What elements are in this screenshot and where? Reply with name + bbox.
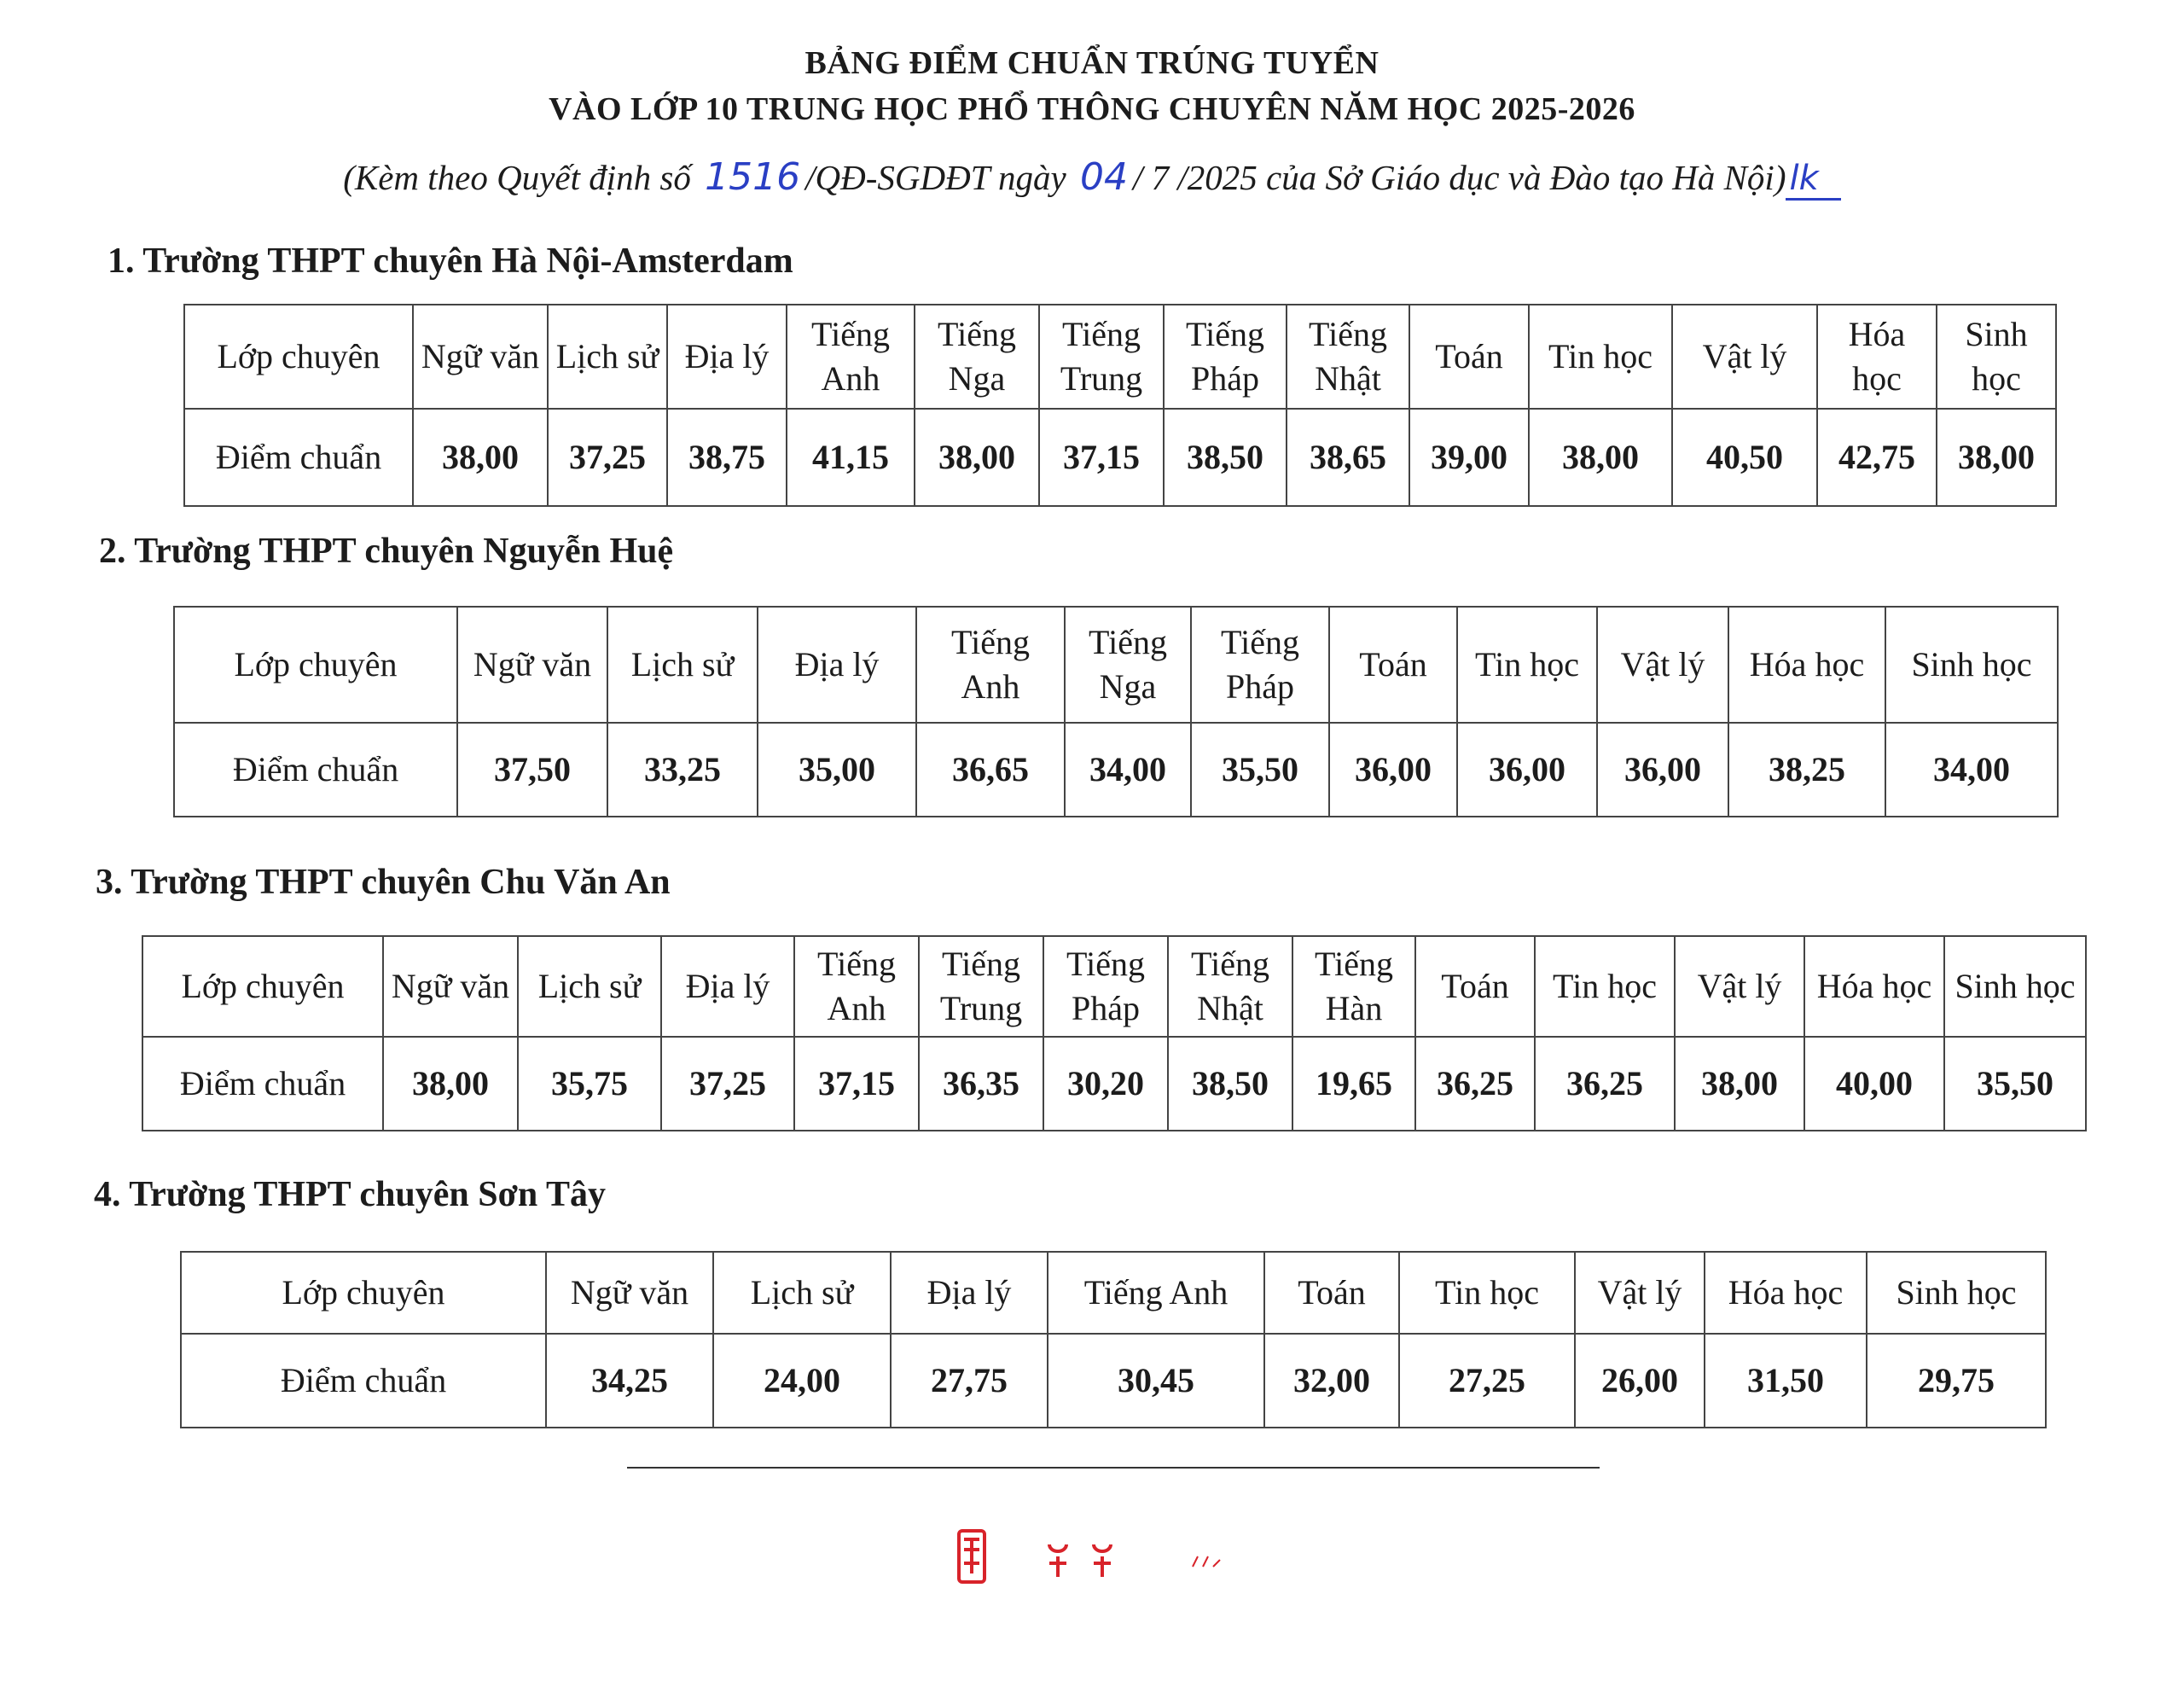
cutoff-score: 35,50: [1191, 723, 1329, 817]
subject-header: Tiếng Nga: [915, 305, 1039, 409]
cutoff-score: 36,00: [1329, 723, 1457, 817]
subject-header: Ngữ văn: [457, 607, 607, 723]
subject-header: Tiếng Hàn: [1292, 936, 1415, 1037]
score-row: [181, 1334, 2046, 1428]
subject-header: Tiếng Anh: [1048, 1252, 1264, 1334]
subject-header: Hóa học: [1728, 607, 1885, 723]
cutoff-score: 38,50: [1164, 409, 1287, 506]
cutoff-score: 37,15: [1039, 409, 1164, 506]
subject-header: Toán: [1264, 1252, 1399, 1334]
subject-header: Tiếng Pháp: [1164, 305, 1287, 409]
subject-header: Sinh học: [1944, 936, 2086, 1037]
subject-header: Tin học: [1457, 607, 1597, 723]
section-heading-2: 2. Trường THPT chuyên Nguyễn Huệ: [99, 532, 674, 571]
cutoff-score: 38,00: [1937, 409, 2056, 506]
subject-header: Lịch sử: [713, 1252, 891, 1334]
subject-header: Tin học: [1529, 305, 1672, 409]
handwritten-decision-number: 1516: [705, 155, 801, 199]
score-table-chu-van-an: [142, 935, 2087, 1131]
score-row: [184, 409, 2056, 506]
cutoff-score: 35,75: [518, 1037, 661, 1131]
row-label-score: Điểm chuẩn: [142, 1037, 383, 1131]
section-heading-4: 4. Trường THPT chuyên Sơn Tây: [94, 1175, 607, 1214]
handwritten-day: 04: [1079, 155, 1128, 199]
cutoff-score: 27,75: [891, 1334, 1048, 1428]
subject-header: Sinh học: [1885, 607, 2058, 723]
cutoff-score: 36,65: [916, 723, 1065, 817]
subject-header: Toán: [1329, 607, 1457, 723]
subject-header: Toán: [1409, 305, 1529, 409]
cutoff-score: 24,00: [713, 1334, 891, 1428]
cutoff-score: 35,50: [1944, 1037, 2086, 1131]
cutoff-score: 31,50: [1705, 1334, 1867, 1428]
subtitle-text-1: (Kèm theo Quyết định số: [343, 158, 691, 197]
subject-header: Tiếng Pháp: [1043, 936, 1168, 1037]
subject-header: Tiếng Anh: [787, 305, 915, 409]
cutoff-score: 38,75: [667, 409, 787, 506]
document-title-line1: BẢNG ĐIỂM CHUẨN TRÚNG TUYỂN: [804, 45, 1380, 81]
subject-header: Ngữ văn: [413, 305, 548, 409]
subject-row: [181, 1252, 2046, 1334]
subject-header: Tin học: [1399, 1252, 1575, 1334]
subject-header: Sinh học: [1867, 1252, 2046, 1334]
subject-header: Vật lý: [1575, 1252, 1705, 1334]
subject-header: Tiếng Nhật: [1168, 936, 1292, 1037]
subject-header: Tiếng Anh: [916, 607, 1065, 723]
cutoff-score: 34,25: [546, 1334, 713, 1428]
subject-header: Vật lý: [1675, 936, 1804, 1037]
cutoff-score: 39,00: [1409, 409, 1529, 506]
subject-header: Toán: [1415, 936, 1535, 1037]
cutoff-score: 35,00: [758, 723, 916, 817]
subject-row: [142, 936, 2086, 1037]
subject-header: Vật lý: [1672, 305, 1817, 409]
subject-header: Sinh học: [1937, 305, 2056, 409]
cutoff-score: 38,50: [1168, 1037, 1292, 1131]
subject-header: Lịch sử: [607, 607, 758, 723]
cutoff-score: 38,00: [1529, 409, 1672, 506]
subject-header: Vật lý: [1597, 607, 1728, 723]
score-table-hanoi-amsterdam: [183, 304, 2057, 507]
row-label-class: Lớp chuyên: [142, 936, 383, 1037]
seal-stamp-icon: [947, 1519, 1271, 1587]
cutoff-score: 37,50: [457, 723, 607, 817]
cutoff-score: 40,50: [1672, 409, 1817, 506]
cutoff-score: 19,65: [1292, 1037, 1415, 1131]
subtitle-text-3: / 7 /2025 của Sở Giáo dục và Đào tạo Hà Nội): [1132, 158, 1786, 197]
row-label-class: Lớp chuyên: [174, 607, 457, 723]
subject-header: Ngữ văn: [546, 1252, 713, 1334]
handwritten-initials: lk: [1786, 159, 1840, 201]
score-table-nguyen-hue: [173, 606, 2059, 817]
cutoff-score: 27,25: [1399, 1334, 1575, 1428]
section-heading-1: 1. Trường THPT chuyên Hà Nội-Amsterdam: [107, 241, 793, 281]
cutoff-score: 34,00: [1885, 723, 2058, 817]
row-label-score: Điểm chuẩn: [181, 1334, 546, 1428]
subject-header: Hóa học: [1804, 936, 1944, 1037]
cutoff-score: 33,25: [607, 723, 758, 817]
subject-header: Lịch sử: [548, 305, 667, 409]
subject-header: Lịch sử: [518, 936, 661, 1037]
cutoff-score: 38,00: [413, 409, 548, 506]
cutoff-score: 34,00: [1065, 723, 1191, 817]
subject-header: Tiếng Trung: [919, 936, 1043, 1037]
cutoff-score: 32,00: [1264, 1334, 1399, 1428]
score-row: [174, 723, 2058, 817]
subject-header: Tin học: [1535, 936, 1675, 1037]
cutoff-score: 38,00: [1675, 1037, 1804, 1131]
subject-header: Tiếng Pháp: [1191, 607, 1329, 723]
score-row: [142, 1037, 2086, 1131]
row-label-score: Điểm chuẩn: [184, 409, 413, 506]
cutoff-score: 36,25: [1535, 1037, 1675, 1131]
red-seal-partial: [947, 1519, 1271, 1587]
cutoff-score: 40,00: [1804, 1037, 1944, 1131]
cutoff-score: 38,00: [915, 409, 1039, 506]
cutoff-score: 41,15: [787, 409, 915, 506]
cutoff-score: 37,15: [794, 1037, 919, 1131]
cutoff-score: 26,00: [1575, 1334, 1705, 1428]
cutoff-score: 36,25: [1415, 1037, 1535, 1131]
cutoff-score: 36,00: [1597, 723, 1728, 817]
score-table-son-tay: [180, 1251, 2047, 1428]
subtitle-text-2: /QĐ-SGDĐT ngày: [805, 158, 1066, 197]
cutoff-score: 30,45: [1048, 1334, 1264, 1428]
document-subtitle: [0, 155, 2184, 199]
cutoff-score: 38,00: [383, 1037, 518, 1131]
row-label-class: Lớp chuyên: [181, 1252, 546, 1334]
cutoff-score: 38,65: [1287, 409, 1409, 506]
subject-header: Hóa học: [1817, 305, 1937, 409]
row-label-score: Điểm chuẩn: [174, 723, 457, 817]
bottom-divider: [627, 1467, 1600, 1469]
cutoff-score: 30,20: [1043, 1037, 1168, 1131]
cutoff-score: 37,25: [548, 409, 667, 506]
cutoff-score: 36,00: [1457, 723, 1597, 817]
subject-header: Tiếng Anh: [794, 936, 919, 1037]
cutoff-score: 29,75: [1867, 1334, 2046, 1428]
subject-header: Tiếng Trung: [1039, 305, 1164, 409]
subject-header: Địa lý: [891, 1252, 1048, 1334]
subject-header: Địa lý: [758, 607, 916, 723]
subject-header: Tiếng Nga: [1065, 607, 1191, 723]
cutoff-score: 42,75: [1817, 409, 1937, 506]
cutoff-score: 38,25: [1728, 723, 1885, 817]
subject-header: Địa lý: [667, 305, 787, 409]
subject-header: Tiếng Nhật: [1287, 305, 1409, 409]
document-title-line2: VÀO LỚP 10 TRUNG HỌC PHỔ THÔNG CHUYÊN NĂM HỌC 2025-2026: [549, 91, 1635, 127]
subject-header: Địa lý: [661, 936, 794, 1037]
subject-row: [184, 305, 2056, 409]
subject-row: [174, 607, 2058, 723]
subject-header: Ngữ văn: [383, 936, 518, 1037]
cutoff-score: 37,25: [661, 1037, 794, 1131]
row-label-class: Lớp chuyên: [184, 305, 413, 409]
subject-header: Hóa học: [1705, 1252, 1867, 1334]
cutoff-score: 36,35: [919, 1037, 1043, 1131]
section-heading-3: 3. Trường THPT chuyên Chu Văn An: [96, 863, 671, 902]
